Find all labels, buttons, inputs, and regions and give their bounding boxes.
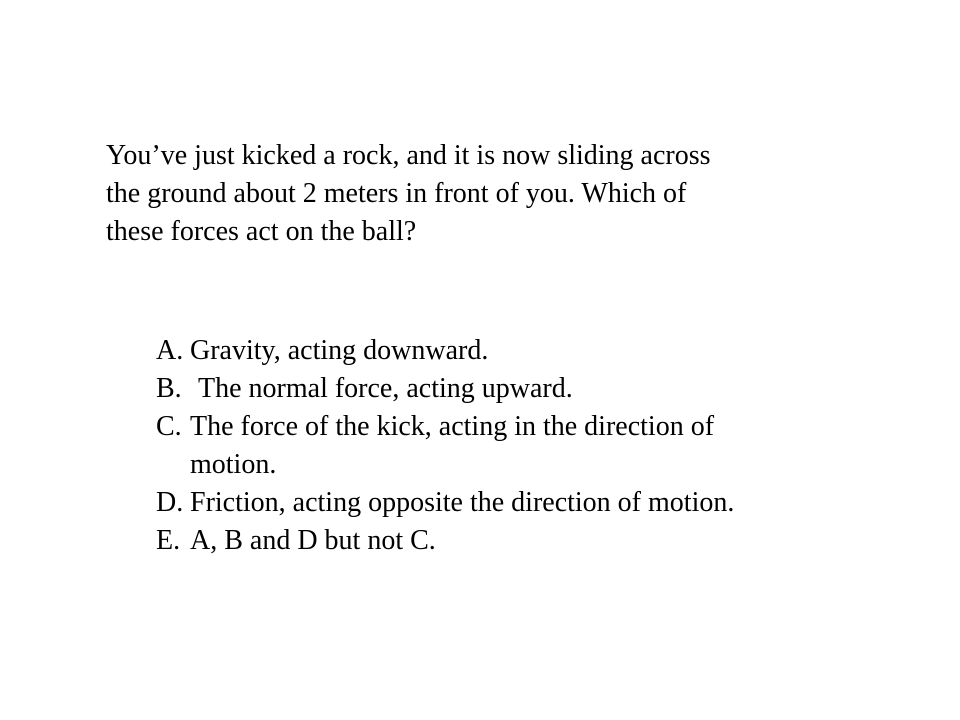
option-letter: B. — [156, 373, 182, 404]
answer-option-c — [156, 408, 856, 484]
question-line: You’ve just kicked a rock, and it is now sliding across — [106, 140, 711, 171]
answer-options-list — [156, 332, 856, 560]
option-text — [190, 408, 856, 484]
option-text — [190, 332, 856, 370]
answer-option-e — [156, 522, 856, 560]
option-text — [190, 484, 856, 522]
option-letter: A. — [156, 335, 184, 366]
question-text — [106, 137, 826, 251]
option-text-line: The normal force, acting upward. — [198, 373, 573, 404]
answer-option-b — [156, 370, 856, 408]
option-text-line: Gravity, acting downward. — [190, 335, 489, 366]
option-letter: D. — [156, 487, 184, 518]
option-text-line: The force of the kick, acting in the direction of — [190, 411, 715, 442]
question-line: these forces act on the ball? — [106, 216, 417, 247]
answer-option-d — [156, 484, 856, 522]
option-text-line: motion. — [190, 449, 277, 480]
answer-option-a — [156, 332, 856, 370]
option-text-line: A, B and D but not C. — [190, 525, 436, 556]
option-text — [190, 522, 856, 560]
option-text-line: Friction, acting opposite the direction of motion. — [190, 487, 735, 518]
question-line: the ground about 2 meters in front of you. Which of — [106, 178, 687, 209]
option-letter: C. — [156, 411, 182, 442]
option-text — [190, 370, 856, 408]
option-letter: E. — [156, 525, 181, 556]
